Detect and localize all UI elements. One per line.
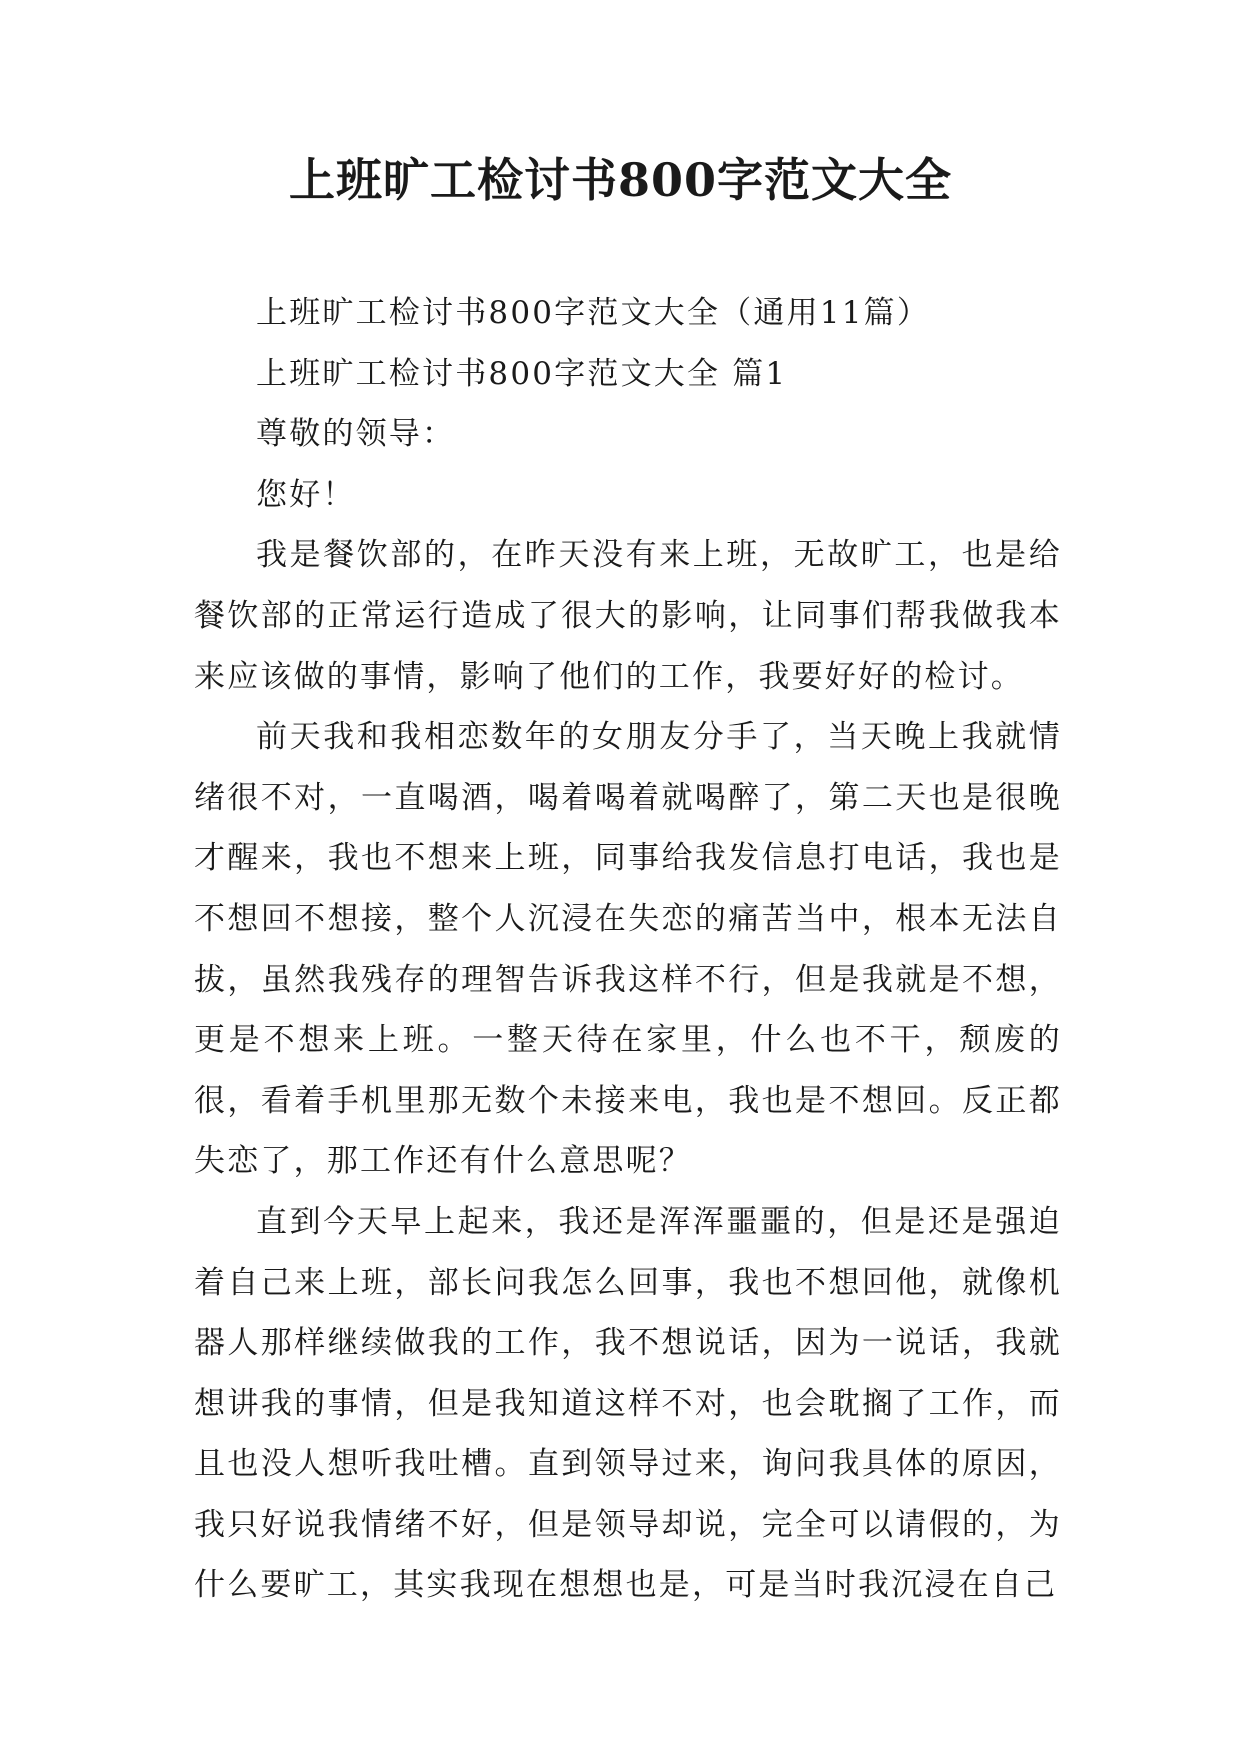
body-paragraph: 我是餐饮部的，在昨天没有来上班，无故旷工，也是给餐饮部的正常运行造成了很大的影响，让同事们帮我做我本来应该做的事情，影响了他们的工作，我要好好的检讨。 (194, 537, 1062, 695)
document-title: 上班旷工检讨书800字范文大全 (288, 153, 953, 207)
greeting: 您好！ (256, 476, 356, 513)
subtitle-line: 上班旷工检讨书800字范文大全（通用11篇） (256, 295, 931, 331)
salutation: 尊敬的领导： (256, 416, 456, 453)
body-paragraph: 直到今天早上起来，我还是浑浑噩噩的，但是还是强迫着自己来上班，部长问我怎么回事，我也不想回他，就像机器人那样继续做我的工作，我不想说话，因为一说话，我就想讲我的事情，但是我知道这样不对，也会耽搁了工作，而且也没人想听我吐槽。直到领导过来，询问我具体的原因，我只好说我情绪不好，但是领导却说，完全可以请假的，为什么要旷工，其实我现在想想也是，可是当时我沉浸在自己 (194, 1203, 1062, 1604)
section-heading: 上班旷工检讨书800字范文大全 篇1 (256, 355, 788, 392)
body-paragraph: 前天我和我相恋数年的女朋友分手了，当天晚上我就情绪很不对，一直喝酒，喝着喝着就喝醉了，第二天也是很晚才醒来，我也不想来上班，同事给我发信息打电话，我也是不想回不想接，整个人沉浸在失恋的痛苦当中，根本无法自拔，虽然我残存的理智告诉我这样不行，但是我就是不想，更是不想来上班。一整天待在家里，什么也不干，颓废的很，看着手机里那无数个未接来电，我也是不想回。反正都失恋了，那工作还有什么意思呢？ (194, 719, 1062, 1180)
document-body (194, 283, 1062, 1616)
